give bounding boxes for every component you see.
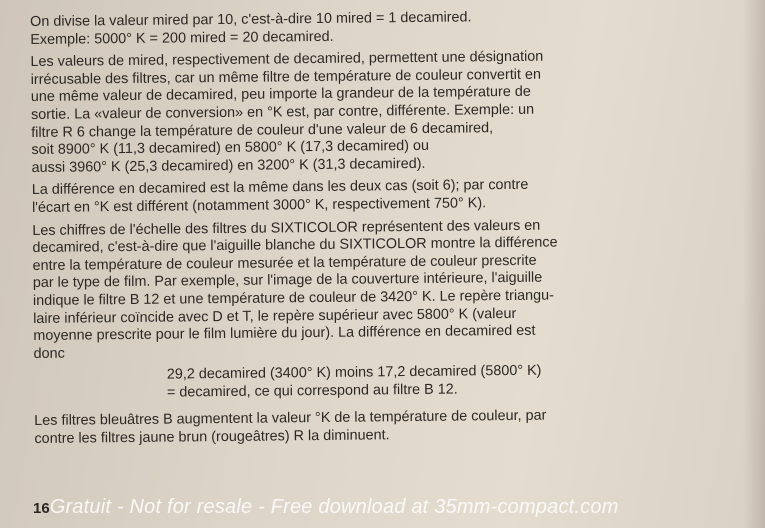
text-line: donc [33, 345, 65, 362]
text-line: moyenne prescrite pour le film lumière du jour). La différence en decamired est [33, 322, 536, 345]
body-text [30, 7, 725, 454]
text-line: contre les filtres jaune brun (rougeâtres) R la diminuent. [34, 427, 390, 448]
text-line: Les valeurs de mired, respectivement de decamired, permettent une désignation [30, 48, 544, 71]
paragraph-decamired-definition [30, 7, 720, 49]
text-line: Les filtres bleuâtres B augmentent la valeur °K de la température de couleur, par [34, 408, 547, 430]
paragraph-difference [32, 175, 722, 217]
text-line: laire inférieur coïncide avec D et T, le repère supérieur avec 5800° K (valeur [33, 305, 517, 327]
page-edge-shadow [743, 0, 765, 528]
text-line: une même valeur de decamired, peu importe la grandeur de la température de [30, 84, 531, 106]
text-line: par le type de film. Par exemple, sur l'image de la couverture intérieure, l'aiguille [32, 269, 543, 292]
text-line: La différence en decamired est la même dans les deux cas (soit 6); par contre [31, 177, 529, 199]
text-line: l'écart en °K est différent (notamment 3000° K, respectivement 750° K). [31, 195, 487, 216]
text-line: filtre R 6 change la température de couleur d'une valeur de 6 decamired, [31, 119, 494, 141]
paragraph-blue-red-filters [34, 406, 724, 448]
text-line: soit 8900° K (11,3 decamired) en 5800° K (17,3 decamired) ou [31, 137, 430, 159]
text-line: Exemple: 5000° K = 200 mired = 20 decamired. [30, 28, 334, 48]
paragraph-filter-designation [30, 47, 721, 177]
watermark: Gratuit - Not for resale - Free download at 35mm-compact.com [49, 496, 619, 518]
text-line: decamired, c'est-à-dire que l'aiguille blanche du SIXTICOLOR montre la différence [32, 234, 558, 257]
calculation-example [34, 361, 724, 403]
text-line: entre la température de couleur mesurée et la température de couleur prescrite [32, 252, 537, 274]
text-line: sortie. La «valeur de conversion» en °K est, par contre, différente. Exemple: un [30, 101, 535, 123]
page-footer [33, 496, 753, 522]
page-number: 16 [33, 500, 50, 517]
text-line: 29,2 decamired (3400° K) moins 17,2 decamired (5800° K) [166, 362, 542, 383]
text-line: aussi 3960° K (25,3 decamired) en 3200° K (31,3 decamired). [31, 155, 426, 176]
text-line: On divise la valeur mired par 10, c'est-à-dire 10 mired = 1 decamired. [30, 9, 472, 30]
text-line: Les chiffres de l'échelle des filtres du SIXTICOLOR représentent des valeurs en [32, 217, 541, 239]
paragraph-sixticolor-scale [32, 215, 723, 363]
text-line: = decamired, ce qui correspond au filtre B 12. [166, 381, 458, 401]
text-line: irrécusable des filtres, car un même filtre de température de couleur convertit en [30, 66, 542, 88]
text-line: indique le filtre B 12 et une température de couleur de 3420° K. Le repère triangu- [32, 287, 555, 309]
